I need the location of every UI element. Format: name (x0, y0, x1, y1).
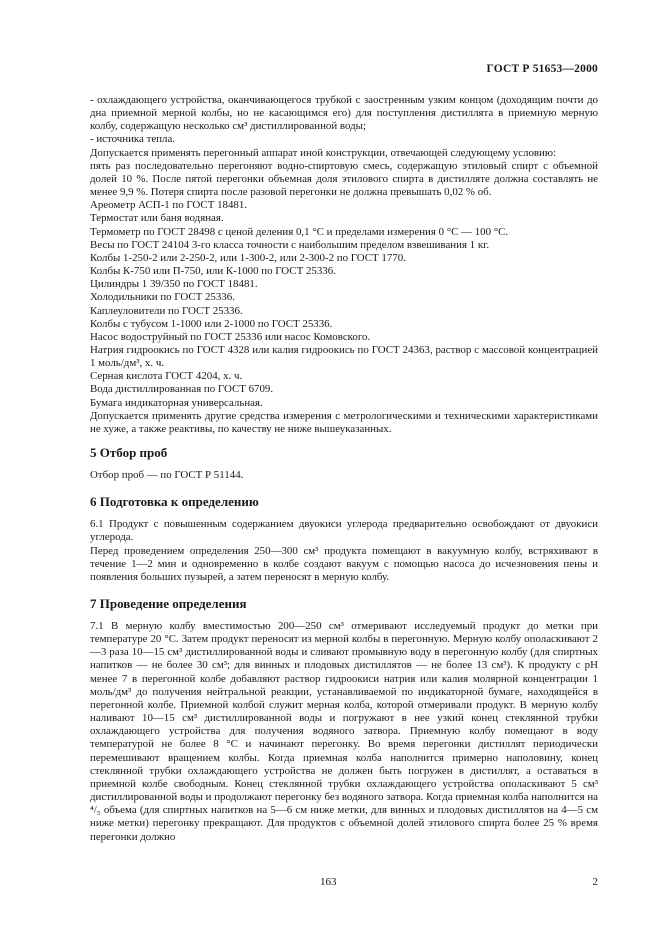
paragraph: Колбы К-750 или П-750, или К-1000 по ГОСТ 25336. (90, 265, 336, 278)
standard-header: ГОСТ Р 51653—2000 (486, 63, 598, 75)
paragraph: Термометр по ГОСТ 28498 с ценой деления 0,1 °С и пределами измерения 0 °С — 100 °С. (90, 225, 509, 238)
section-7-heading: 7 Проведение определения (90, 596, 247, 611)
paragraph: Допускается применять перегонный аппарат иной конструкции, отвечающей следующему условию: (90, 146, 557, 159)
paragraph: Колбы с тубусом 1-1000 или 2-1000 по ГОСТ 25336. (90, 317, 333, 330)
paragraph: Весы по ГОСТ 24104 3-го класса точности с наибольшим пределом взвешивания 1 кг. (90, 238, 490, 251)
paragraph: Цилиндры 1 39/350 по ГОСТ 18481. (90, 278, 258, 291)
page-number: 163 (320, 876, 337, 888)
section-6-paragraph-1: 6.1 Продукт с повышенным содержанием двуокиси углерода предварительно освобождают от двуокиси углерода. (90, 518, 598, 544)
section-7-paragraph-1: 7.1 В мерную колбу вместимостью 200—250 см³ отмеривают исследуемый продукт до метки при температуре 20 °С. Затем продукт переносят из мерной колбы в перегонную. Мерную колбу ополаскивают 2—3 раза 10—15 см³ дистиллированной воды и сливают промывную воду в перегонную колбу (для спиртных напитков — не более 30 см³; для винных и плодовых дистиллятов — не более 13 см³). К продукту с рН менее 7 в перегонной колбе добавляют раствор гидроокиси натрия или калия молярной концентрации 1 моль/дм³ до получения нейтральной реакции, устанавливаемой по индикаторной бумаге, находящейся в перегонной колбе. Приемной колбой служит мерная колба, которой отмеривали продукт. В мерную колбу наливают 10—15 см³ дистиллированной воды и погружают в нее узкий конец стеклянной трубки охлаждающего устройства для получения водяного затвора. Приемную колбу помещают в воду температурой не более 8 °С и начинают перегонку. Во время перегонки дистиллят периодически перемешивают вращением колбы. Когда приемная колба наполнится примерно наполовину, конец стеклянной трубки охлаждающего устройства не должен быть погружен в дистиллят, а оставаться в приемной колбе свободным. Конец стеклянной трубки охлаждающего устройства ополаскивают 5 см³ дистиллированной воды и продолжают перегонку без водяного затвора. Когда приемная колба наполнится на ⁴/₅ объема (для спиртных напитков на 5—6 см ниже метки, для винных и плодовых дистиллятов на 4—5 см ниже метки) перегонку прекращают. Для продуктов с объемной долей этилового спирта более 25 % время перегонки должно (90, 620, 598, 843)
section-6-paragraph-2: Перед проведением определения 250—300 см³ продукта помещают в вакуумную колбу, встряхивают в течение 1—2 мин и одновременно в колбе создают вакуум с помощью насоса до исчезновения пены и появления больших пузырей, а затем переносят в мерную колбу. (90, 544, 598, 583)
paragraph: - охлаждающего устройства, оканчивающегося трубкой с заостренным узким концом (доходящим почти до дна приемной мерной колбы, но не касающимся его) для поступления дистиллята в приемную мерную колбу, содержащую несколько см³ дистиллированной воды; (90, 94, 598, 133)
section-6-heading: 6 Подготовка к определению (90, 494, 259, 510)
sheet-number: 2 (592, 876, 598, 888)
paragraph: Насос водоструйный по ГОСТ 25336 или насос Комовского. (90, 330, 371, 343)
paragraph: Каплеуловители по ГОСТ 25336. (90, 304, 243, 317)
paragraph: Колбы 1-250-2 или 2-250-2, или 1-300-2, или 2-300-2 по ГОСТ 1770. (90, 251, 406, 264)
section-5-heading: 5 Отбор проб (90, 445, 168, 461)
paragraph: пять раз последовательно перегоняют водно-спиртовую смесь, содержащую этиловый спирт с объемной долей 10 %. После пятой перегонки объемная доля этилового спирта в дистилляте должна составлять не менее 9,9 %. Потеря спирта после разовой перегонки не должна превышать 0,02 % об. (90, 159, 598, 199)
paragraph: Холодильники по ГОСТ 25336. (90, 291, 235, 304)
paragraph: Серная кислота ГОСТ 4204, х. ч. (90, 370, 243, 383)
paragraph: Бумага индикаторная универсальная. (90, 396, 263, 409)
paragraph: Термостат или баня водяная. (90, 212, 224, 225)
paragraph: Вода дистиллированная по ГОСТ 6709. (90, 383, 274, 396)
paragraph: Натрия гидроокись по ГОСТ 4328 или калия гидроокись по ГОСТ 24363, раствор с массовой концентрацией 1 моль/дм³, х. ч. (90, 343, 598, 370)
section-5-body: Отбор проб — по ГОСТ Р 51144. (90, 469, 244, 482)
document-body (90, 94, 598, 844)
paragraph: Ареометр АСП-1 по ГОСТ 18481. (90, 199, 248, 212)
paragraph: Допускается применять другие средства измерения с метрологическими и техническими характеристиками не хуже, а также реактивы, по качеству не ниже вышеуказанных. (90, 409, 598, 435)
paragraph: - источника тепла. (90, 133, 176, 146)
